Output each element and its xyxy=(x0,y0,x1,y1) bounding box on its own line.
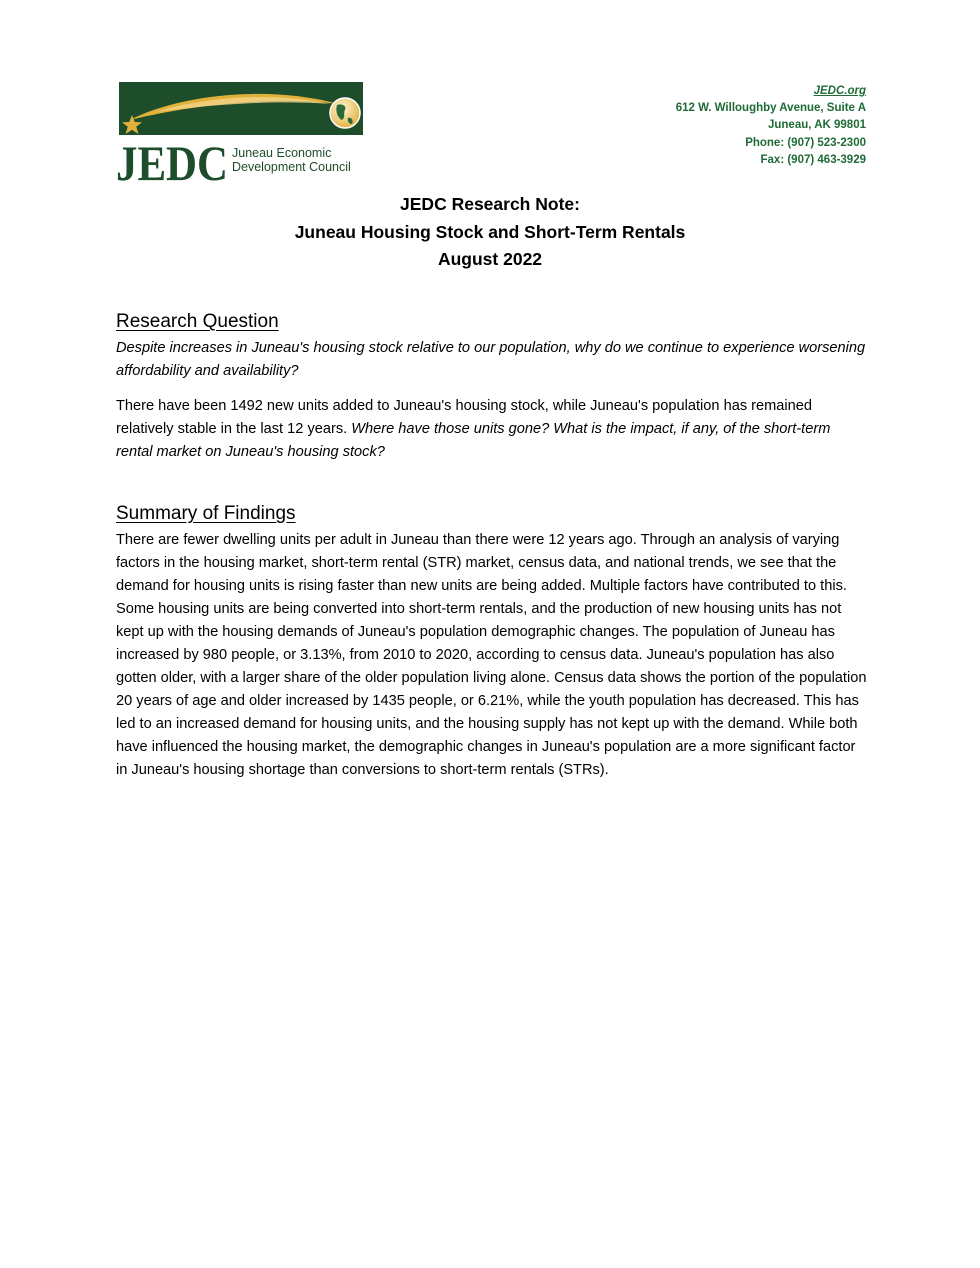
logo-banner xyxy=(119,82,363,135)
research-question-text: Despite increases in Juneau's housing stock relative to our population, why do we continue to experience worsening affordability and availability? xyxy=(116,340,866,379)
summary-heading: Summary of Findings xyxy=(116,503,296,524)
summary-section xyxy=(116,502,868,782)
research-question-heading: Research Question xyxy=(116,311,279,332)
logo-wordmark: JEDC xyxy=(116,135,228,186)
website-link[interactable]: JEDC.org xyxy=(813,85,866,97)
phone-line: Phone: (907) 523-2300 xyxy=(745,136,866,149)
title-line-2: Juneau Housing Stock and Short-Term Rentals xyxy=(294,221,686,242)
city-line: Juneau, AK 99801 xyxy=(767,119,866,132)
research-question-body-plain: There have been 1492 new units added to Juneau's housing stock, while Juneau's population has remained relatively stable in the last 12 years. xyxy=(116,398,813,437)
fax-line: Fax: (907) 463-3929 xyxy=(760,153,866,166)
jedc-logo xyxy=(116,82,364,186)
logo-tagline-line1: Juneau Economic xyxy=(232,146,332,160)
title-line-1: JEDC Research Note: xyxy=(400,194,580,214)
address-line: 612 W. Willoughby Avenue, Suite A xyxy=(675,102,866,115)
document-title xyxy=(0,191,980,274)
title-line-3: August 2022 xyxy=(437,249,543,269)
contact-block xyxy=(676,83,866,169)
research-question-section xyxy=(116,310,868,464)
logo-tagline-line2: Development Council xyxy=(232,160,351,174)
summary-body: There are fewer dwelling units per adult in Juneau than there were 12 years ago. Through an analysis of varying factors in the housing market, short-term rental (STR) market, census data, and national trends, we see that the demand for housing units is rising faster than new units are being added. Multiple factors have contributed to this. Some housing units are being converted into short-term rentals, and the production of new housing units has not kept up with the housing demands of Juneau's population demographic changes. The population of Juneau has increased by 980 people, or 3.13%, from 2010 to 2020, according to census data. Juneau's population has also gotten older, with a larger share of the older population living alone. Census data shows the portion of the population 20 years of age and older increased by 1435 people, or 6.21%, while the youth population has decreased. This has led to an increased demand for housing units, and the housing supply has not kept up with the demand. While both have influenced the housing market, the demographic changes in Juneau's population are a more significant factor in Juneau's housing shortage than conversions to short-term rentals (STRs). xyxy=(116,532,867,778)
research-question-body-italic: Where have those units gone? What is the impact, if any, of the short-term rental market on Juneau's housing stock? xyxy=(116,421,831,460)
research-question-body xyxy=(116,395,868,464)
globe-icon xyxy=(330,98,360,128)
